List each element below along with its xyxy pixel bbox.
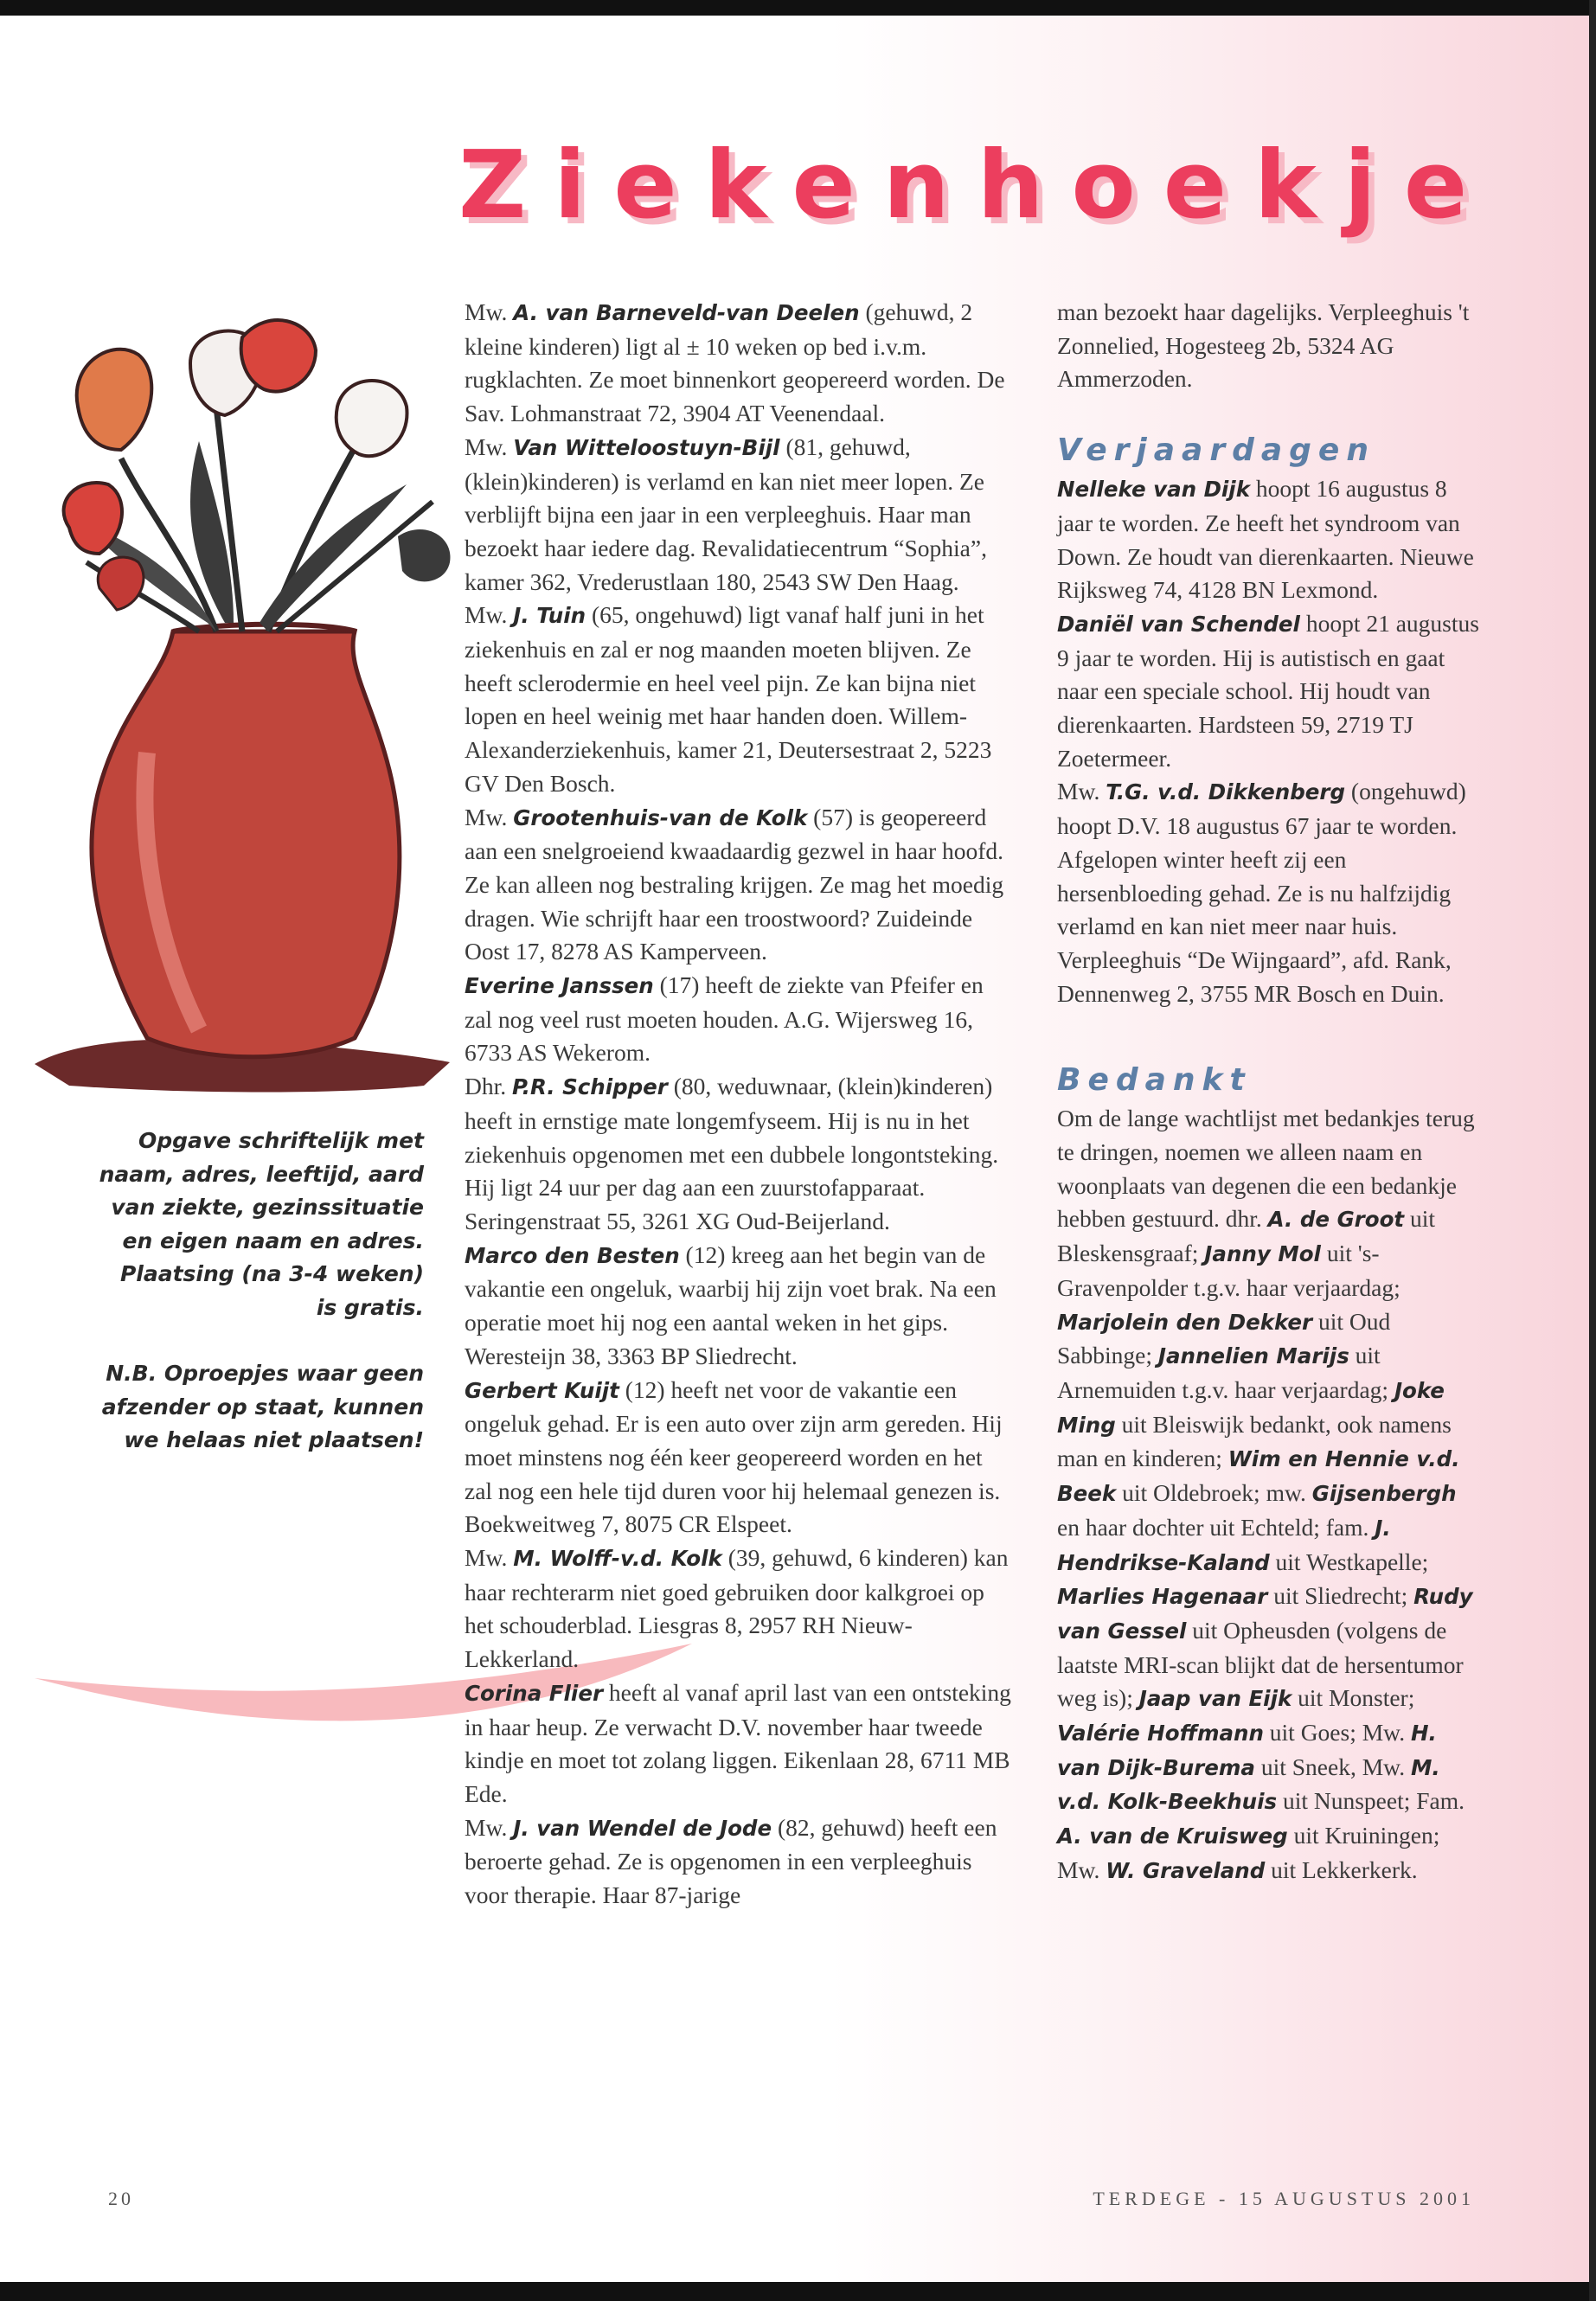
thanks-text: uit Sliedrecht; (1267, 1582, 1414, 1610)
thanks-name: H. van Dijk-Burema (1057, 1721, 1437, 1780)
person-name: J. Tuin (513, 603, 586, 629)
submission-note (95, 1125, 424, 1490)
thanks-name: Wim en Hennie v.d. Beek (1057, 1446, 1460, 1507)
entry-text: (gehuwd, 2 kleine kinderen) ligt al ± 10 weken op bed i.v.m. rugklachten. Ze moet binnenkort geopereerd worden. De Sav. Lohmanstraat 72, 3904 AT Veenendaal. (465, 298, 1005, 427)
scan-border-bottom (0, 2282, 1596, 2301)
entry-text: (17) heeft de ziekte van Pfeifer en zal nog veel rust moeten houden. A.G. Wijersweg 16, 6733 AS Wekerom. (465, 971, 984, 1067)
patient-entry (465, 599, 1014, 800)
person-name: A. van Barneveld-van Deelen (513, 300, 860, 325)
person-name: Nelleke van Dijk (1057, 477, 1251, 503)
entry-prefix: Mw. (465, 433, 514, 460)
entry-text: hoopt 16 augustus 8 jaar te worden. Ze heeft het syndroom van Down. Ze houdt van dierenkaarten. Nieuwe Rijksweg 74, 4128 BN Lexmond. (1057, 475, 1474, 604)
thanks-name: Marlies Hagenaar (1057, 1584, 1268, 1610)
thanks-text: uit Arnemuiden t.g.v. haar verjaardag; (1057, 1342, 1394, 1403)
sender-notice: N.B. Oproepjes waar geen afzender op staat, kunnen we helaas niet plaatsen! (101, 1361, 424, 1452)
entry-text: (12) heeft net voor de vakantie een ongeluk gehad. Er is een auto over zijn arm gereden. Hij moet minstens nog één keer geopereerd worden en het zal nog een hele tijd duren voor hij helemaal genezen is. Boekweitweg 7, 8075 CR Elspeet. (465, 1375, 1003, 1538)
birthday-entry (1057, 607, 1481, 776)
thanks-name: A. de Groot (1267, 1207, 1405, 1233)
entry-text: (57) is geopereerd aan een snelgroeiend kwaadaardig gezwel in haar hoofd. Ze kan alleen nog bestraling krijgen. Ze mag het moedig dragen. Wie schrijft haar een troostwoord? Zuideinde Oost 17, 8278 AS Kamperveen. (465, 803, 1004, 965)
entry-prefix: Mw. (465, 298, 514, 325)
thanks-text: dhr. (1219, 1205, 1268, 1233)
patient-entry (465, 801, 1014, 970)
patient-entry (465, 296, 1014, 431)
entry-text: (80, weduwnaar, (klein)kinderen) heeft in ernstige mate longemfyseem. Hij is nu in het ziekenhuis opgenomen met een dubbele longontsteking. Hij ligt 24 uur per dag aan een zuurstofapparaat. Seringenstraat 55, 3261 XG Oud-Beijerland. (465, 1073, 999, 1234)
thanks-text: uit Oldebroek; mw. (1116, 1479, 1312, 1507)
tulip-vase-illustration-icon (17, 303, 467, 1099)
thanks-name: Joke Ming (1057, 1377, 1445, 1438)
entry-prefix: Mw. (465, 1544, 514, 1572)
entry-prefix: Mw. (1057, 778, 1106, 805)
entry-text: (82, gehuwd) heeft een beroerte gehad. Ze is opgenomen in een verpleeghuis voor therapie. Haar 87-jarige (465, 1813, 997, 1909)
entry-prefix: Dhr. (465, 1073, 512, 1100)
thanks-text: uit Bleskensgraaf; (1057, 1205, 1436, 1267)
person-name: Daniël van Schendel (1057, 611, 1300, 637)
page-title: Ziekenhoekje (458, 131, 1496, 240)
entry-prefix: Mw. (465, 601, 514, 629)
patients-column (465, 296, 1014, 1913)
publication-line: TERDEGE - 15 AUGUSTUS 2001 (1093, 2188, 1475, 2209)
birthday-entry (1057, 775, 1481, 1010)
thanks-name: W. Graveland (1106, 1857, 1266, 1883)
patient-entry (465, 431, 1014, 599)
thanks-text: uit Lekkerkerk. (1265, 1856, 1418, 1883)
thanks-name: A. van de Kruisweg (1057, 1823, 1288, 1849)
entry-prefix: Mw. (465, 803, 514, 830)
thanks-name: Rudy van Gessel (1057, 1584, 1473, 1644)
patient-entry (465, 1070, 1014, 1239)
thanks-text: uit 's-Gravenpolder t.g.v. haar verjaardag; (1057, 1240, 1401, 1301)
section-heading-bedankt: Bedankt (1057, 1062, 1252, 1099)
scan-border-top (0, 0, 1596, 16)
bedankt-text (1057, 1102, 1481, 1888)
entry-text: (ongehuwd) hoopt D.V. 18 augustus 67 jaar te worden. Afgelopen winter heeft zij een hersenbloeding gehad. Ze is nu halfzijdig verlamd en kan niet meer naar huis. Verpleeghuis “De Wijngaard”, afd. Rank, Dennenweg 2, 3755 MR Bosch en Duin. (1057, 778, 1466, 1007)
thanks-text: uit Oud Sabbinge; (1057, 1307, 1391, 1369)
thanks-name: Janny Mol (1204, 1241, 1321, 1267)
thanks-name: Jannelien Marijs (1157, 1343, 1349, 1369)
thanks-text: uit Sneek, Mw. (1254, 1753, 1411, 1780)
thanks-text: uit Kruiningen; Mw. (1057, 1822, 1440, 1883)
person-name: Grootenhuis-van de Kolk (513, 804, 808, 830)
thanks-text: en haar dochter uit Echteld; fam. (1057, 1513, 1375, 1541)
thanks-text: uit Westkapelle; (1269, 1548, 1429, 1575)
birthday-entry (1057, 472, 1481, 607)
bedankt-intro: Om de lange wachtlijst met bedankjes terug te dringen, noemen we alleen naam en woonplaats van degenen die een bedankje hebben gestuurd. (1057, 1105, 1475, 1233)
thanks-text: uit Monster; (1292, 1684, 1415, 1712)
patients-continuation (1057, 296, 1481, 396)
patient-entry (465, 1541, 1014, 1676)
entry-text: (39, gehuwd, 6 kinderen) kan haar rechterarm niet goed gebruiken door kalkgroei op het schouderblad. Liesgras 8, 2957 RH Nieuw-Lekkerland. (465, 1544, 1009, 1673)
patient-entry (465, 1811, 1014, 1913)
patient-entry (465, 969, 1014, 1070)
entry-text: man bezoekt haar dagelijks. Verpleeghuis 't Zonnelied, Hogesteeg 2b, 5324 AG Ammerzoden. (1057, 298, 1470, 393)
person-name: T.G. v.d. Dikkenberg (1106, 779, 1346, 805)
person-name: P.R. Schipper (512, 1074, 668, 1100)
patient-entry (465, 1239, 1014, 1374)
thanks-name: Gijsenbergh (1311, 1481, 1457, 1507)
scan-border-right (1589, 0, 1596, 2301)
entry-text: heeft al vanaf april last van een ontsteking in haar heup. Ze verwacht D.V. november haar tweede kindje en moet tot zolang liggen. Eikenlaan 28, 6711 MB Ede. (465, 1678, 1011, 1807)
person-name: Gerbert Kuijt (465, 1377, 619, 1403)
entry-text: (81, gehuwd, (klein)kinderen) is verlamd en kan niet meer lopen. Ze verblijft bijna een jaar in een verpleeghuis. Haar man bezoekt haar iedere dag. Revalidatiecentrum “Sophia”, kamer 362, Vrederustlaan 180, 2543 SW Den Haag. (465, 433, 987, 595)
entry-prefix: Mw. (465, 1813, 514, 1841)
person-name: Corina Flier (465, 1680, 604, 1706)
patient-entry-continued (1057, 296, 1481, 396)
thanks-name: J. Hendrikse-Kaland (1057, 1515, 1391, 1575)
patient-entry (465, 1374, 1014, 1542)
page-number: 20 (108, 2188, 134, 2209)
section-heading-verjaardagen: Verjaardagen (1057, 433, 1375, 469)
entry-text: (65, ongehuwd) ligt vanaf half juni in het ziekenhuis en zal er nog maanden moeten blijven. Ze heeft sclerodermie en heel veel pijn. Ze kan bijna niet lopen en heel weinig met haar handen doen. Willem-Alexanderziekenhuis, kamer 21, Deutersestraat 2, 5223 GV Den Bosch. (465, 601, 992, 797)
person-name: Marco den Besten (465, 1242, 680, 1268)
person-name: Everine Janssen (465, 973, 654, 999)
person-name: Van Witteloostuyn-Bijl (513, 434, 780, 460)
entry-text: (12) kreeg aan het begin van de vakantie een ongeluk, waarbij hij zijn voet brak. Na een operatie moet hij nog een aantal weken in het gips. Weresteijn 38, 3363 BP Sliedrecht. (465, 1240, 997, 1369)
thanks-text: uit Goes; Mw. (1263, 1719, 1412, 1747)
thanks-name: Marjolein den Dekker (1057, 1309, 1313, 1335)
thanks-text: uit Bleiswijk bedankt, ook namens man en kinderen; (1057, 1410, 1452, 1472)
thanks-name: Valérie Hoffmann (1057, 1721, 1264, 1747)
right-column (1057, 296, 1481, 1888)
submission-instructions: Opgave schriftelijk met naam, adres, leeftijd, aard van ziekte, gezinssituatie en eigen naam en adres. Plaatsing (na 3-4 weken) is gratis. (99, 1128, 424, 1320)
entry-text: hoopt 21 augustus 9 jaar te worden. Hij is autistisch en gaat naar een speciale school. Hij houdt van dierenkaarten. Hardsteen 59, 2719 TJ Zoetermeer. (1057, 609, 1479, 772)
thanks-text: uit Nunspeet; Fam. (1277, 1787, 1465, 1815)
patient-entry (465, 1676, 1014, 1811)
thanks-name: M. v.d. Kolk-Beekhuis (1057, 1754, 1440, 1815)
person-name: M. Wolff-v.d. Kolk (513, 1546, 722, 1572)
person-name: J. van Wendel de Jode (513, 1815, 772, 1841)
verjaardagen-list (1057, 472, 1481, 1010)
thanks-text: uit Opheusden (volgens de laatste MRI-scan blijkt dat de hersentumor weg is); (1057, 1616, 1464, 1712)
thanks-name: Jaap van Eijk (1138, 1686, 1292, 1712)
